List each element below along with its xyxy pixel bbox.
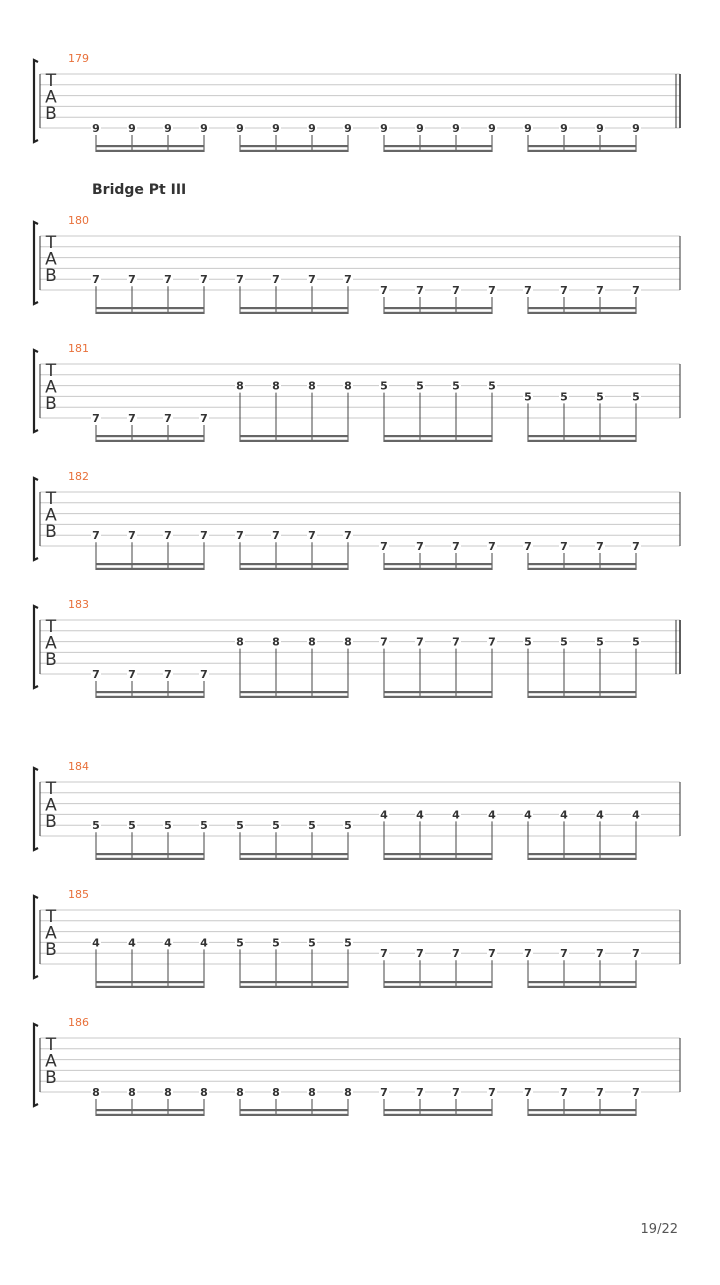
- fret-number: 8: [236, 379, 244, 393]
- beam-secondary: [240, 568, 348, 570]
- beam-secondary: [240, 858, 348, 860]
- fret-number: 5: [380, 379, 388, 393]
- fret-number: 7: [380, 1086, 388, 1099]
- tab-clef-letter: T: [45, 489, 57, 509]
- fret-number: 7: [416, 540, 424, 553]
- fret-number: 9: [164, 122, 172, 135]
- fret-number: 7: [632, 947, 640, 961]
- beam-primary: [384, 563, 492, 565]
- beam-primary: [528, 435, 636, 437]
- beam-primary: [384, 145, 492, 147]
- fret-number: 7: [560, 540, 568, 553]
- fret-number: 7: [632, 284, 640, 297]
- beam-primary: [240, 145, 348, 147]
- fret-number: 7: [164, 668, 172, 681]
- beam-primary: [528, 145, 636, 147]
- measure-number: 186: [68, 1016, 89, 1029]
- fret-number: 5: [560, 390, 568, 404]
- beam-primary: [96, 563, 204, 565]
- fret-number: 4: [380, 808, 388, 822]
- fret-number: 7: [452, 947, 460, 961]
- beam-secondary: [96, 312, 204, 314]
- fret-number: 7: [632, 1086, 640, 1099]
- fret-number: 4: [632, 808, 640, 822]
- fret-number: 5: [344, 936, 352, 950]
- beam-primary: [528, 1109, 636, 1111]
- measure-number: 180: [68, 214, 89, 227]
- fret-number: 7: [488, 540, 496, 553]
- beam-secondary: [96, 440, 204, 442]
- fret-number: 8: [128, 1086, 136, 1099]
- fret-number: 7: [308, 529, 316, 543]
- beam-primary: [384, 981, 492, 983]
- fret-number: 5: [632, 635, 640, 649]
- fret-number: 7: [632, 540, 640, 553]
- beam-primary: [384, 691, 492, 693]
- fret-number: 7: [128, 273, 136, 287]
- fret-number: 4: [488, 808, 496, 822]
- fret-number: 4: [560, 808, 568, 822]
- fret-number: 9: [92, 122, 100, 135]
- beam-secondary: [384, 986, 492, 988]
- tab-clef-letter: T: [45, 617, 57, 637]
- beam-primary: [240, 435, 348, 437]
- system-bracket: [34, 768, 38, 850]
- fret-number: 8: [236, 635, 244, 649]
- beam-primary: [96, 145, 204, 147]
- beam-primary: [528, 563, 636, 565]
- fret-number: 7: [128, 529, 136, 543]
- fret-number: 4: [200, 936, 208, 950]
- beam-secondary: [384, 312, 492, 314]
- beam-secondary: [528, 986, 636, 988]
- fret-number: 8: [236, 1086, 244, 1099]
- fret-number: 5: [308, 936, 316, 950]
- beam-secondary: [384, 440, 492, 442]
- fret-number: 5: [416, 379, 424, 393]
- beam-primary: [384, 1109, 492, 1111]
- tab-clef-letter: A: [45, 505, 57, 526]
- beam-secondary: [528, 150, 636, 152]
- beam-secondary: [96, 986, 204, 988]
- beam-primary: [96, 981, 204, 983]
- beam-primary: [240, 563, 348, 565]
- fret-number: 7: [416, 1086, 424, 1099]
- page-number: 19/22: [640, 1222, 678, 1237]
- fret-number: 7: [272, 529, 280, 543]
- beam-secondary: [96, 568, 204, 570]
- beam-primary: [96, 853, 204, 855]
- fret-number: 7: [380, 947, 388, 961]
- tab-clef-letter: A: [45, 923, 57, 944]
- fret-number: 5: [524, 390, 532, 404]
- beam-secondary: [240, 150, 348, 152]
- fret-number: 7: [524, 1086, 532, 1099]
- tab-clef-letter: A: [45, 795, 57, 816]
- fret-number: 5: [128, 819, 136, 833]
- tab-clef-letter: T: [45, 71, 57, 91]
- system-bracket: [34, 896, 38, 978]
- system-bracket: [34, 478, 38, 560]
- fret-number: 7: [560, 947, 568, 961]
- tab-clef-letter: A: [45, 87, 57, 108]
- tab-clef-letter: B: [45, 394, 57, 414]
- fret-number: 7: [416, 635, 424, 649]
- fret-number: 5: [236, 819, 244, 833]
- fret-number: 7: [164, 529, 172, 543]
- fret-number: 5: [524, 635, 532, 649]
- tab-system: [34, 760, 680, 860]
- fret-number: 7: [200, 529, 208, 543]
- fret-number: 7: [200, 273, 208, 287]
- tab-clef-letter: B: [45, 266, 57, 286]
- fret-number: 9: [416, 122, 424, 135]
- tab-clef-letter: B: [45, 940, 57, 960]
- fret-number: 5: [596, 390, 604, 404]
- fret-number: 8: [164, 1086, 172, 1099]
- fret-number: 5: [596, 635, 604, 649]
- tab-clef-letter: T: [45, 779, 57, 799]
- measure-number: 184: [68, 760, 89, 773]
- fret-number: 7: [452, 284, 460, 297]
- tab-system: [34, 598, 680, 698]
- beam-secondary: [528, 312, 636, 314]
- fret-number: 7: [596, 284, 604, 297]
- fret-number: 9: [128, 122, 136, 135]
- measure-number: 181: [68, 342, 89, 355]
- fret-number: 5: [632, 390, 640, 404]
- fret-number: 8: [308, 379, 316, 393]
- tab-clef-letter: B: [45, 1068, 57, 1088]
- beam-secondary: [96, 696, 204, 698]
- tab-clef-letter: B: [45, 812, 57, 832]
- fret-number: 7: [272, 273, 280, 287]
- fret-number: 5: [272, 819, 280, 833]
- beam-primary: [96, 691, 204, 693]
- fret-number: 7: [488, 284, 496, 297]
- fret-number: 9: [308, 122, 316, 135]
- fret-number: 7: [344, 529, 352, 543]
- fret-number: 8: [272, 635, 280, 649]
- beam-primary: [240, 1109, 348, 1111]
- beam-primary: [528, 853, 636, 855]
- fret-number: 7: [128, 668, 136, 681]
- fret-number: 9: [272, 122, 280, 135]
- beam-secondary: [240, 440, 348, 442]
- fret-number: 7: [92, 668, 100, 681]
- fret-number: 7: [488, 947, 496, 961]
- tab-clef-letter: B: [45, 104, 57, 124]
- fret-number: 9: [380, 122, 388, 135]
- fret-number: 7: [596, 1086, 604, 1099]
- beam-secondary: [240, 696, 348, 698]
- fret-number: 8: [272, 1086, 280, 1099]
- section-label: Bridge Pt III: [92, 182, 187, 198]
- fret-number: 7: [596, 540, 604, 553]
- fret-number: 7: [92, 273, 100, 287]
- fret-number: 7: [452, 635, 460, 649]
- fret-number: 5: [164, 819, 172, 833]
- beam-secondary: [528, 696, 636, 698]
- beam-primary: [384, 307, 492, 309]
- tab-system: [34, 470, 680, 570]
- fret-number: 7: [560, 284, 568, 297]
- fret-number: 7: [344, 273, 352, 287]
- fret-number: 5: [560, 635, 568, 649]
- fret-number: 7: [164, 412, 172, 425]
- measure-number: 183: [68, 598, 89, 611]
- beam-primary: [96, 435, 204, 437]
- system-bracket: [34, 222, 38, 304]
- tab-system: [34, 888, 680, 988]
- fret-number: 7: [596, 947, 604, 961]
- beam-secondary: [96, 1114, 204, 1116]
- system-bracket: [34, 350, 38, 432]
- fret-number: 5: [344, 819, 352, 833]
- beam-secondary: [384, 696, 492, 698]
- fret-number: 8: [92, 1086, 100, 1099]
- fret-number: 7: [488, 635, 496, 649]
- beam-secondary: [384, 1114, 492, 1116]
- fret-number: 7: [380, 635, 388, 649]
- beam-secondary: [384, 858, 492, 860]
- fret-number: 9: [344, 122, 352, 135]
- beam-secondary: [528, 858, 636, 860]
- fret-number: 9: [236, 122, 244, 135]
- tab-clef-letter: B: [45, 522, 57, 542]
- fret-number: 8: [272, 379, 280, 393]
- fret-number: 7: [200, 412, 208, 425]
- beam-secondary: [528, 568, 636, 570]
- beam-primary: [240, 853, 348, 855]
- fret-number: 5: [92, 819, 100, 833]
- fret-number: 4: [524, 808, 532, 822]
- fret-number: 5: [308, 819, 316, 833]
- fret-number: 9: [200, 122, 208, 135]
- fret-number: 8: [200, 1086, 208, 1099]
- fret-number: 4: [596, 808, 604, 822]
- fret-number: 8: [344, 379, 352, 393]
- fret-number: 4: [416, 808, 424, 822]
- fret-number: 7: [92, 529, 100, 543]
- beam-primary: [528, 981, 636, 983]
- tab-clef-letter: T: [45, 1035, 57, 1055]
- system-bracket: [34, 60, 38, 142]
- beam-secondary: [528, 440, 636, 442]
- fret-number: 9: [524, 122, 532, 135]
- beam-secondary: [384, 150, 492, 152]
- fret-number: 7: [452, 1086, 460, 1099]
- tab-clef-letter: T: [45, 233, 57, 253]
- tab-clef-letter: A: [45, 249, 57, 270]
- fret-number: 4: [452, 808, 460, 822]
- beam-secondary: [96, 150, 204, 152]
- fret-number: 9: [596, 122, 604, 135]
- tab-clef-letter: A: [45, 633, 57, 654]
- tab-clef-letter: A: [45, 1051, 57, 1072]
- fret-number: 5: [272, 936, 280, 950]
- tab-system: [34, 1016, 680, 1116]
- beam-secondary: [96, 858, 204, 860]
- fret-number: 9: [452, 122, 460, 135]
- beam-primary: [528, 307, 636, 309]
- tab-clef-letter: T: [45, 907, 57, 927]
- fret-number: 7: [416, 284, 424, 297]
- measure-number: 179: [68, 52, 89, 65]
- fret-number: 8: [344, 1086, 352, 1099]
- beam-primary: [240, 307, 348, 309]
- fret-number: 9: [632, 122, 640, 135]
- fret-number: 7: [308, 273, 316, 287]
- fret-number: 4: [92, 936, 100, 950]
- beam-secondary: [240, 312, 348, 314]
- tab-system: [34, 214, 680, 314]
- beam-secondary: [528, 1114, 636, 1116]
- fret-number: 7: [524, 540, 532, 553]
- fret-number: 8: [344, 635, 352, 649]
- fret-number: 7: [524, 947, 532, 961]
- fret-number: 4: [164, 936, 172, 950]
- fret-number: 4: [128, 936, 136, 950]
- fret-number: 9: [560, 122, 568, 135]
- beam-primary: [528, 691, 636, 693]
- fret-number: 5: [236, 936, 244, 950]
- beam-primary: [240, 981, 348, 983]
- fret-number: 7: [488, 1086, 496, 1099]
- fret-number: 7: [380, 284, 388, 297]
- fret-number: 7: [560, 1086, 568, 1099]
- tab-system: [34, 52, 680, 152]
- fret-number: 7: [236, 529, 244, 543]
- fret-number: 7: [416, 947, 424, 961]
- measure-number: 182: [68, 470, 89, 483]
- beam-primary: [384, 853, 492, 855]
- fret-number: 8: [308, 635, 316, 649]
- beam-primary: [240, 691, 348, 693]
- fret-number: 7: [380, 540, 388, 553]
- beam-primary: [384, 435, 492, 437]
- beam-secondary: [240, 986, 348, 988]
- beam-primary: [96, 1109, 204, 1111]
- fret-number: 7: [236, 273, 244, 287]
- system-bracket: [34, 606, 38, 688]
- fret-number: 8: [308, 1086, 316, 1099]
- tab-clef-letter: T: [45, 361, 57, 381]
- tab-system: [34, 342, 680, 442]
- fret-number: 7: [524, 284, 532, 297]
- tab-clef-letter: A: [45, 377, 57, 398]
- beam-primary: [96, 307, 204, 309]
- fret-number: 5: [488, 379, 496, 393]
- system-bracket: [34, 1024, 38, 1106]
- fret-number: 7: [92, 412, 100, 425]
- tab-clef-letter: B: [45, 650, 57, 670]
- beam-secondary: [384, 568, 492, 570]
- fret-number: 5: [200, 819, 208, 833]
- fret-number: 7: [200, 668, 208, 681]
- fret-number: 7: [164, 273, 172, 287]
- fret-number: 9: [488, 122, 496, 135]
- beam-secondary: [240, 1114, 348, 1116]
- fret-number: 7: [128, 412, 136, 425]
- fret-number: 7: [452, 540, 460, 553]
- measure-number: 185: [68, 888, 89, 901]
- fret-number: 5: [452, 379, 460, 393]
